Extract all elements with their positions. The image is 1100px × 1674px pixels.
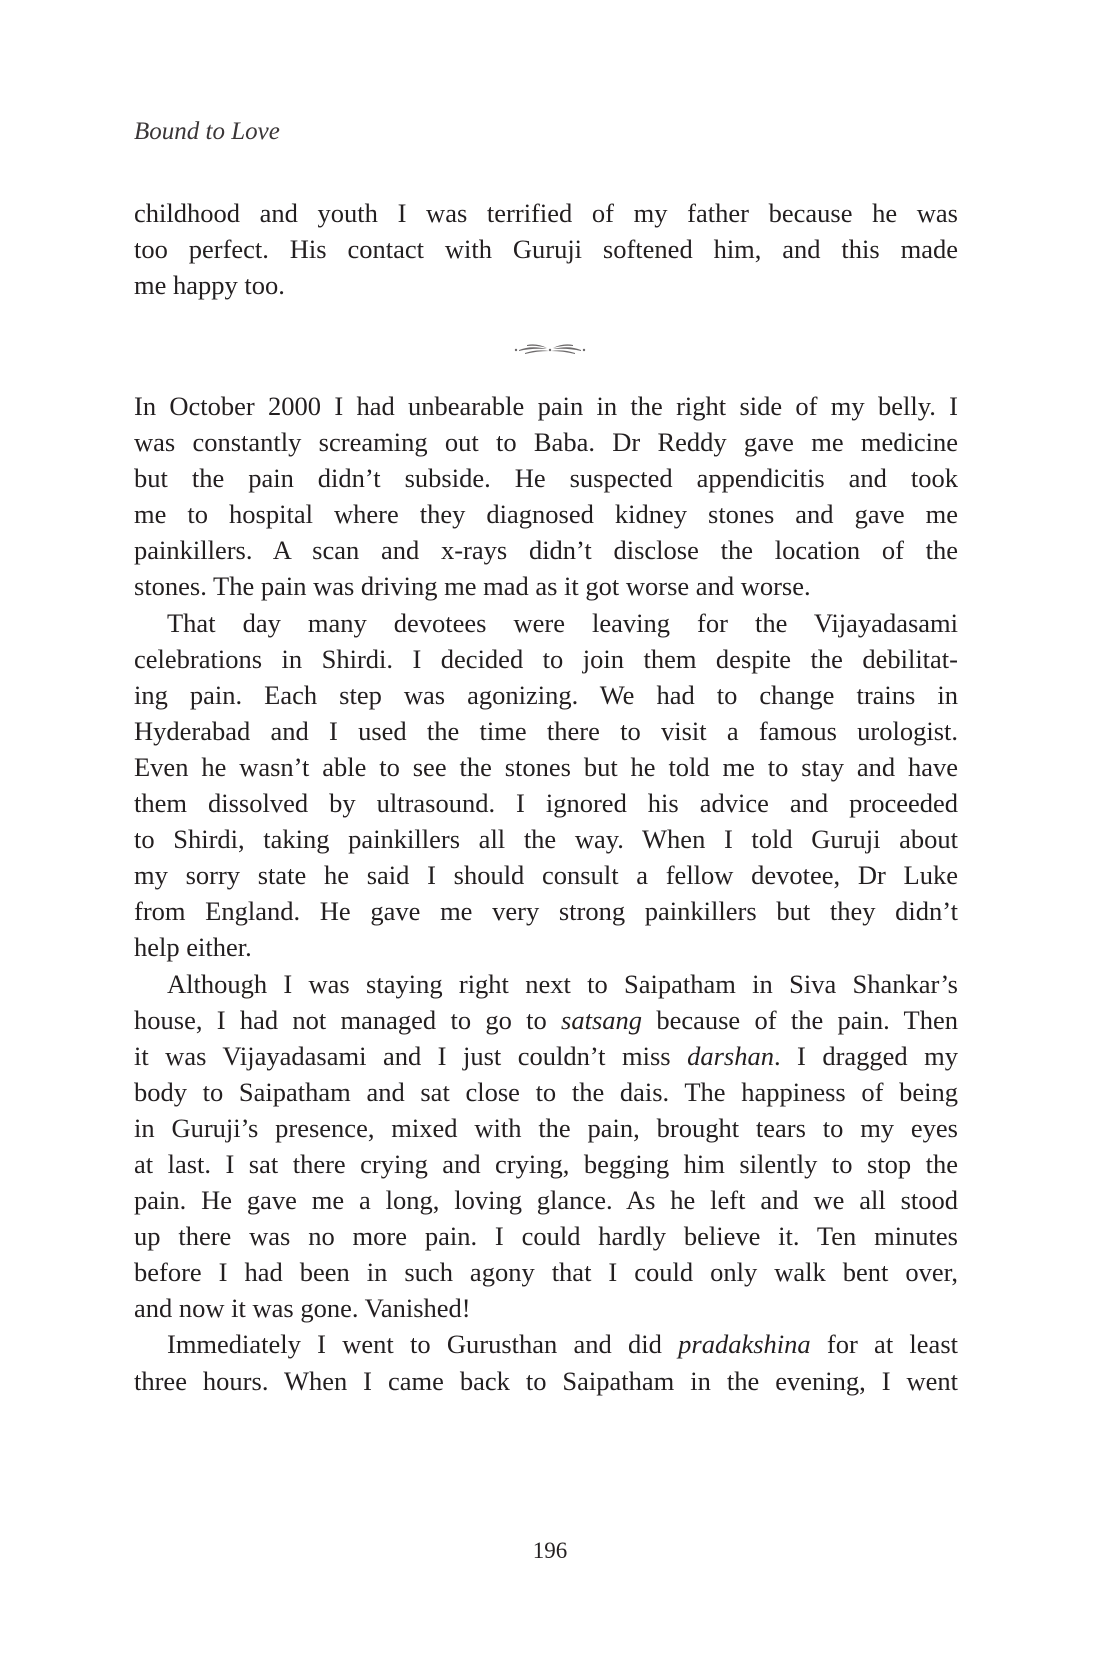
text-line: from England. He gave me very strong painkillers but they didn’t bbox=[134, 896, 958, 927]
text-line: stones. The pain was driving me mad as it got worse and worse. bbox=[134, 571, 811, 602]
text-line: but the pain didn’t subside. He suspected appendicitis and took bbox=[134, 463, 958, 494]
text-line: ing pain. Each step was agonizing. We had to change trains in bbox=[134, 679, 958, 710]
text-line bbox=[134, 1038, 958, 1074]
text-line: That day many devotees were leaving for the Vijayadasami bbox=[167, 607, 958, 638]
text-segment: Immediately I went to Gurusthan and did bbox=[167, 1329, 679, 1360]
italic-term-darshan: darshan bbox=[687, 1040, 774, 1071]
text-line: them dissolved by ultrasound. I ignored his advice and proceeded bbox=[134, 788, 958, 819]
text-line: help either. bbox=[134, 932, 252, 963]
italic-term-pradakshina: pradakshina bbox=[678, 1329, 811, 1360]
italic-term-satsang: satsang bbox=[561, 1004, 643, 1035]
text-line: Hyderabad and I used the time there to visit a famous urologist. bbox=[134, 715, 958, 746]
text-line: three hours. When I came back to Saipatham in the evening, I went bbox=[134, 1365, 958, 1396]
text-line: childhood and youth I was terrified of my father because he was bbox=[134, 198, 958, 228]
text-line: my sorry state he said I should consult a fellow devotee, Dr Luke bbox=[134, 860, 958, 891]
text-line: at last. I sat there crying and crying, begging him silently to stop the bbox=[134, 1148, 958, 1179]
page-number: 196 bbox=[532, 1538, 568, 1563]
text-line: before I had been in such agony that I could only walk bent over, bbox=[134, 1257, 958, 1288]
text-line: to Shirdi, taking painkillers all the way. When I told Guruji about bbox=[134, 824, 958, 855]
text-line: me to hospital where they diagnosed kidney stones and gave me bbox=[134, 499, 958, 530]
text-line: body to Saipatham and sat close to the dais. The happiness of being bbox=[134, 1076, 958, 1107]
paragraph-continuation bbox=[134, 195, 958, 303]
text-segment: . I dragged my bbox=[773, 1040, 958, 1071]
main-text bbox=[134, 388, 958, 1399]
text-line: in Guruji’s presence, mixed with the pain, brought tears to my eyes bbox=[134, 1112, 958, 1143]
text-line bbox=[134, 1326, 958, 1362]
text-line: me happy too. bbox=[134, 270, 285, 301]
text-line: Although I was staying right next to Saipatham in Siva Shankar’s bbox=[167, 968, 958, 999]
text-line: up there was no more pain. I could hardly believe it. Ten minutes bbox=[134, 1221, 958, 1252]
fleuron-divider-icon bbox=[513, 340, 587, 356]
text-line: painkillers. A scan and x-rays didn’t disclose the location of the bbox=[134, 535, 958, 566]
running-head: Bound to Love bbox=[134, 118, 280, 145]
text-line: celebrations in Shirdi. I decided to join them despite the debilitat- bbox=[134, 643, 958, 674]
text-line: too perfect. His contact with Guruji softened him, and this made bbox=[134, 234, 958, 265]
text-segment: for at least bbox=[810, 1329, 958, 1360]
text-line: pain. He gave me a long, loving glance. As he left and we all stood bbox=[134, 1185, 958, 1216]
text-line: and now it was gone. Vanished! bbox=[134, 1293, 471, 1324]
text-line: In October 2000 I had unbearable pain in the right side of my belly. I bbox=[134, 391, 958, 421]
text-segment: house, I had not managed to go to bbox=[134, 1004, 562, 1035]
text-segment: it was Vijayadasami and I just couldn’t miss bbox=[134, 1040, 688, 1071]
text-line: Even he wasn’t able to see the stones but he told me to stay and have bbox=[134, 751, 958, 782]
text-segment: because of the pain. Then bbox=[642, 1004, 958, 1035]
text-line: was constantly screaming out to Baba. Dr Reddy gave me medicine bbox=[134, 427, 958, 458]
text-line bbox=[134, 1002, 958, 1038]
